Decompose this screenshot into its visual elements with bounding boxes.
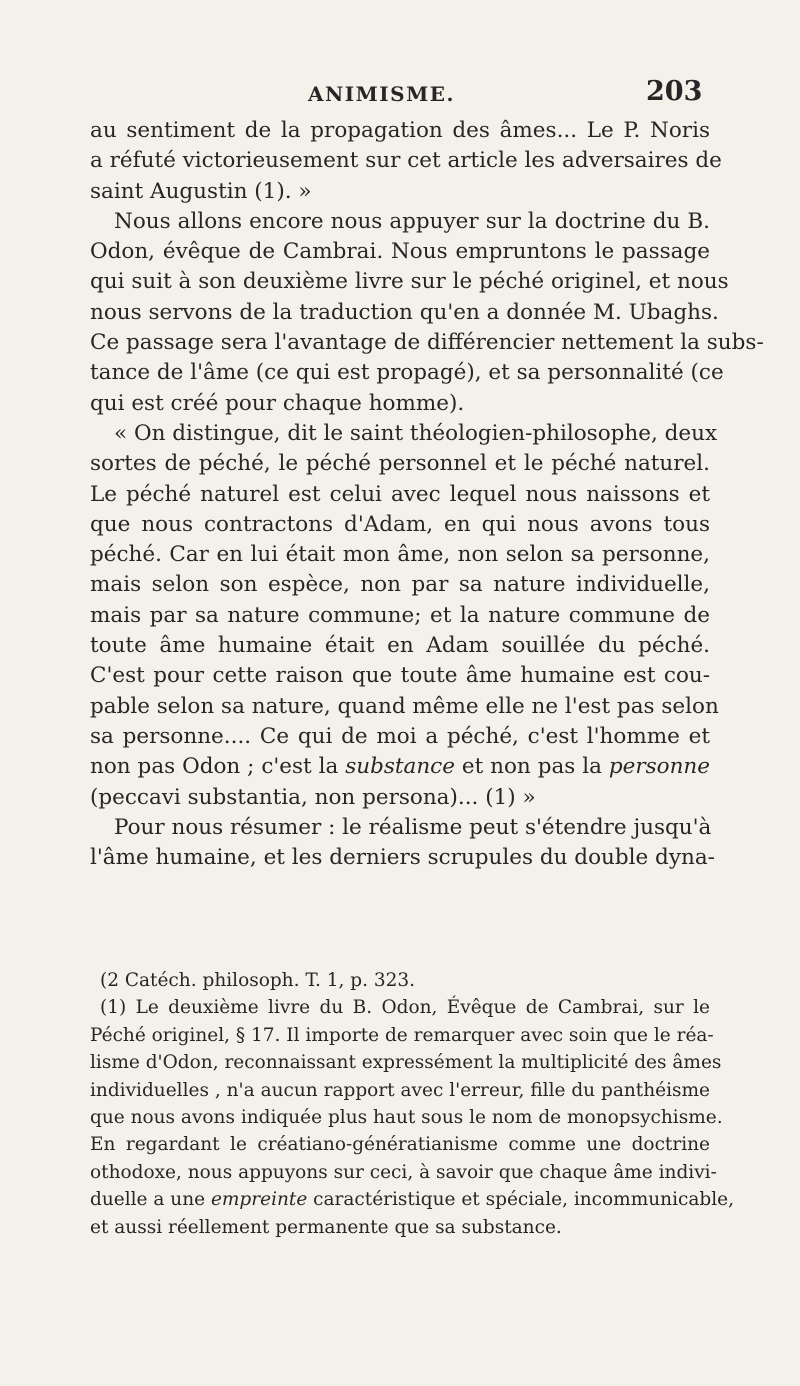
text-line: Pour nous résumer : le réalisme peut s'étendre jusqu'à [114,814,712,840]
text-line: mais par sa nature commune; et la nature commune de [90,602,710,628]
main-text [90,116,764,873]
text-line: Le péché naturel est celui avec lequel nous naissons et [90,481,710,507]
text-line: saint Augustin (1). » [90,178,312,204]
text-fragment: non pas Odon ; c'est la [90,754,346,780]
text-line: toute âme humaine était en Adam souillée du péché. [90,633,710,659]
footnote-line: En regardant le créatiano-génératianisme comme une doctrine [90,1134,710,1156]
text-line: mais selon son espèce, non par sa nature individuelle, [90,572,710,598]
italic-empreinte: empreinte [210,1189,308,1211]
text-line: tance de l'âme (ce qui est propagé), et sa personnalité (ce [90,360,724,386]
text-line-with-italics [90,752,710,782]
footnote-line: individuelles , n'a aucun rapport avec l'erreur, fille du panthéisme [90,1079,710,1101]
page-header [0,76,800,116]
text-fragment: et non pas la [454,754,609,780]
text-line: Odon, évêque de Cambrai. Nous empruntons le passage [90,239,710,265]
text-line: qui est créé pour chaque homme). [90,390,465,416]
text-line: Ce passage sera l'avantage de différencier nettement la subs- [90,330,764,356]
text-line: qui suit à son deuxième livre sur le péché originel, et nous [90,269,729,295]
text-line: a réfuté victorieusement sur cet article les adversaires de [90,148,722,174]
page-number: 203 [646,76,703,107]
text-line: péché. Car en lui était mon âme, non selon sa personne, [90,542,710,568]
footnote-line: lisme d'Odon, reconnaissant expressément la multiplicité des âmes [90,1052,722,1074]
text-line: « On distingue, dit le saint théologien-philosophe, deux [114,420,718,446]
footnote-line: othodoxe, nous appuyons sur ceci, à savoir que chaque âme indivi- [90,1161,717,1183]
italic-substance: substance [345,754,455,780]
footnote-line: et aussi réellement permanente que sa substance. [90,1216,562,1238]
running-head: ANIMISME. [308,82,455,106]
text-line: sa personne.... Ce qui de moi a péché, c'est l'homme et [90,723,710,749]
footnote-line-with-italics [90,1186,734,1213]
footnotes [90,967,734,1241]
footnote-line: Péché originel, § 17. Il importe de remarquer avec soin que le réa- [90,1024,714,1046]
text-line: l'âme humaine, et les derniers scrupules du double dyna- [90,845,715,871]
text-fragment: caractéristique et spéciale, incommunicable, [307,1189,734,1211]
footnote-line: que nous avons indiquée plus haut sous le nom de monopsychisme. [90,1107,723,1129]
text-line: C'est pour cette raison que toute âme humaine est cou- [90,663,710,689]
text-line: Nous allons encore nous appuyer sur la doctrine du B. [114,208,710,234]
italic-personne: personne [608,754,710,780]
text-line: (peccavi substantia, non persona)... (1) » [90,784,536,810]
footnote-line: (1) Le deuxième livre du B. Odon, Évêque de Cambrai, sur le [100,997,710,1019]
footnote-line: (2 Catéch. philosoph. T. 1, p. 323. [100,970,416,991]
text-line: pable selon sa nature, quand même elle ne l'est pas selon [90,693,719,719]
text-line: nous servons de la traduction qu'en a donnée M. Ubaghs. [90,299,719,325]
text-line: au sentiment de la propagation des âmes... Le P. Noris [90,118,710,143]
text-line: sortes de péché, le péché personnel et le péché naturel. [90,451,710,477]
text-line: que nous contractons d'Adam, en qui nous avons tous [90,511,710,537]
text-fragment: duelle a une [90,1189,211,1211]
